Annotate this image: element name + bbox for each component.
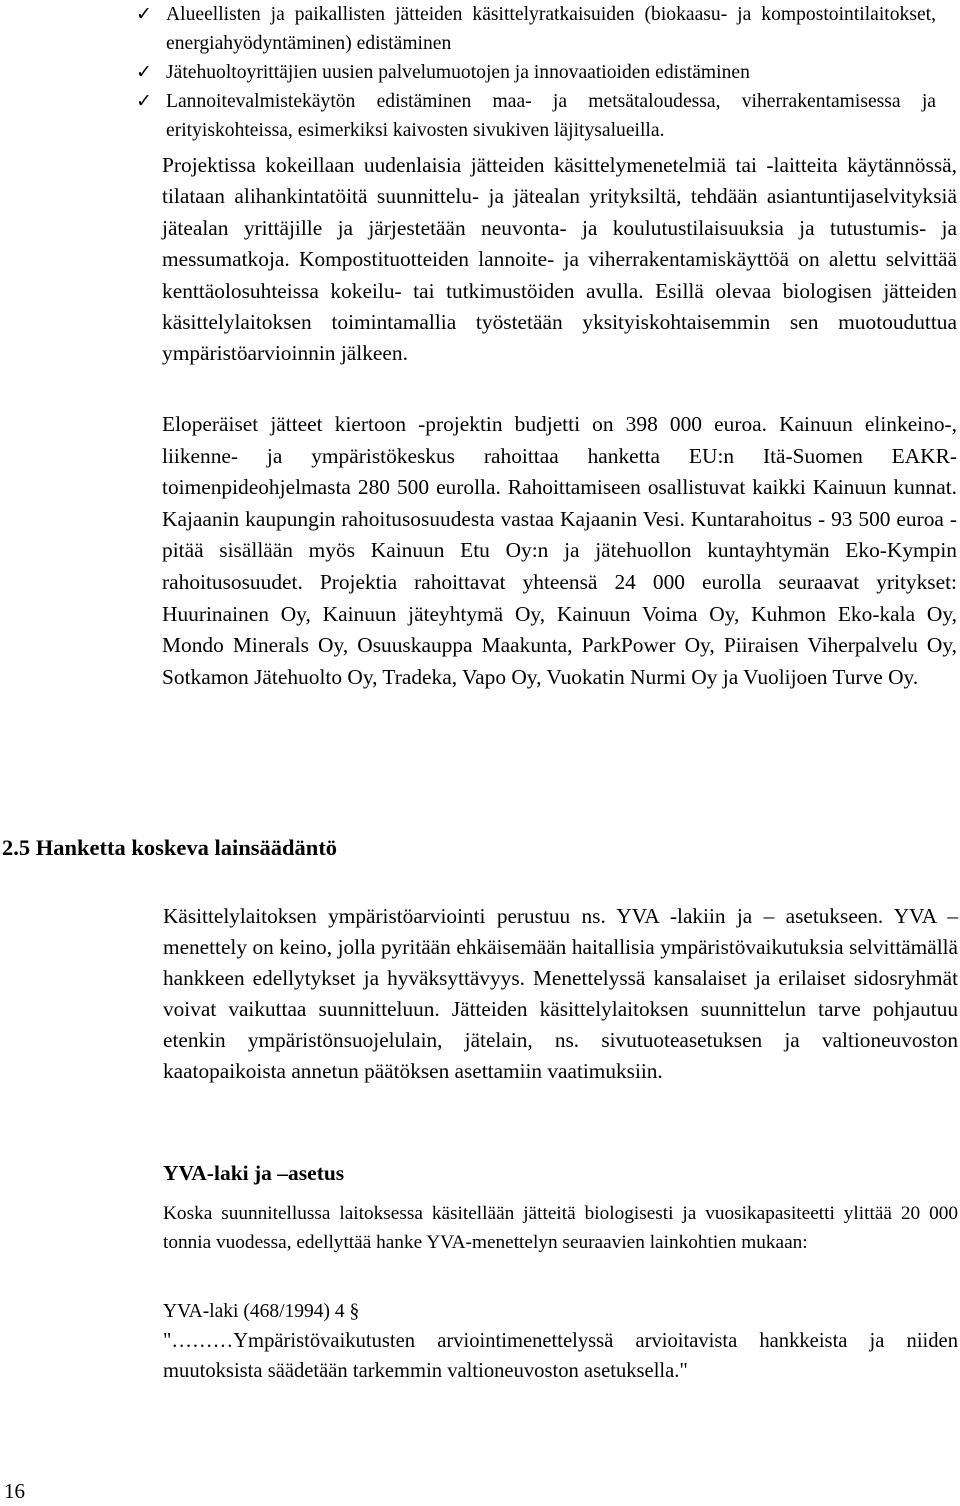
bullet-text: Alueellisten ja paikallisten jätteiden käsittelyratkaisuiden (biokaasu- ja kompostointilaitokset, energiahyödyntäminen) edistäminen: [166, 4, 936, 54]
check-icon: ✓: [136, 4, 152, 25]
law-quote: "………Ympäristövaikutusten arviointimenettelyssä arvioitavista hankkeista ja niiden muutoksista säädetään tarkemmin valtioneuvoston asetuksella.": [163, 1330, 958, 1382]
yva-paragraph: Koska suunnitellussa laitoksessa käsitellään jätteitä biologisesti ja vuosikapasiteetti ylittää 20 000 tonnia vuodessa, edellyttää hanke YVA-menettelyn seuraavien lainkohtien mukaan:: [163, 1203, 958, 1253]
bullet-item: [136, 58, 936, 87]
project-paragraph: Projektissa kokeillaan uudenlaisia jätteiden käsittelymenetelmiä tai -laitteita käytännössä, tilataan alihankintatöitä suunnittelu- ja jätealan yrityksiltä, tehdään asiantuntijaselvityksiä jätealan yrittäjille ja järjestetään neuvonta- ja koulutustilaisuuksia ja tutustumis- ja messumatkoja. Kompostituotteiden lannoite- ja viherrakentamiskäyttöä on alettu selvittää kenttäolosuhteissa kokeilu- tai tutkimustöiden avulla. Esillä olevaa biologisen jätteiden käsittelylaitoksen toimintamallia työstetään yksityiskohtaisemmin sen muotouduttua ympäristöarvioinnin jälkeen.: [162, 153, 957, 366]
check-icon: ✓: [136, 91, 152, 112]
page-number: 16: [4, 1479, 25, 1503]
legislation-paragraph: Käsittelylaitoksen ympäristöarviointi perustuu ns. YVA -lakiin ja – asetukseen. YVA –menettely on keino, jolla pyritään ehkäisemään haitallisia ympäristövaikutuksia selvittämällä hankkeen edellytykset ja hyväksyttävyys. Menettelyssä kansalaiset ja erilaiset sidosryhmät voivat vaikuttaa suunnitteluun. Jätteiden käsittelylaitoksen suunnittelun tarve pohjautuu etenkin ympäristönsuojelulain, jätelain, ns. sivutuoteasetuksen ja valtioneuvoston kaatopaikoista annetun päätöksen asettamiin vaatimuksiin.: [163, 904, 958, 1083]
subheading: YVA-laki ja –asetus: [163, 1161, 345, 1185]
section-heading: 2.5 Hanketta koskeva lainsäädäntö: [2, 835, 338, 860]
bullet-item: [136, 0, 936, 58]
law-reference: YVA-laki (468/1994) 4 §: [163, 1301, 360, 1322]
check-icon: ✓: [136, 62, 152, 83]
bullet-item: [136, 87, 936, 145]
budget-paragraph: Eloperäiset jätteet kiertoon -projektin budjetti on 398 000 euroa. Kainuun elinkeino-, liikenne- ja ympäristökeskus rahoittaa hanketta EU:n Itä-Suomen EAKR-toimenpideohjelmasta 280 500 eurolla. Rahoittamiseen osallistuvat kaikki Kainuun kunnat. Kajaanin kaupungin rahoitusosuudesta vastaa Kajaanin Vesi. Kuntarahoitus - 93 500 euroa - pitää sisällään myös Kainuun Etu Oy:n ja jätehuollon kuntayhtymän Eko-Kympin rahoitusosuudet. Projektia rahoittavat yhteensä 24 000 eurolla seuraavat yritykset: Huurinainen Oy, Kainuun jäteyhtymä Oy, Kainuun Voima Oy, Kuhmon Eko-kala Oy, Mondo Minerals Oy, Osuuskauppa Maakunta, ParkPower Oy, Piiraisen Viherpalvelu Oy, Sotkamon Jätehuolto Oy, Tradeka, Vapo Oy, Vuokatin Nurmi Oy ja Vuolijoen Turve Oy.: [162, 412, 957, 689]
bullet-list: [136, 0, 936, 145]
bullet-text: Jätehuoltoyrittäjien uusien palvelumuotojen ja innovaatioiden edistäminen: [166, 62, 750, 83]
bullet-text: Lannoitevalmistekäytön edistäminen maa- ja metsätaloudessa, viherrakentamisessa ja erityiskohteissa, esimerkiksi kaivosten sivukiven läjitysalueilla.: [166, 91, 936, 141]
